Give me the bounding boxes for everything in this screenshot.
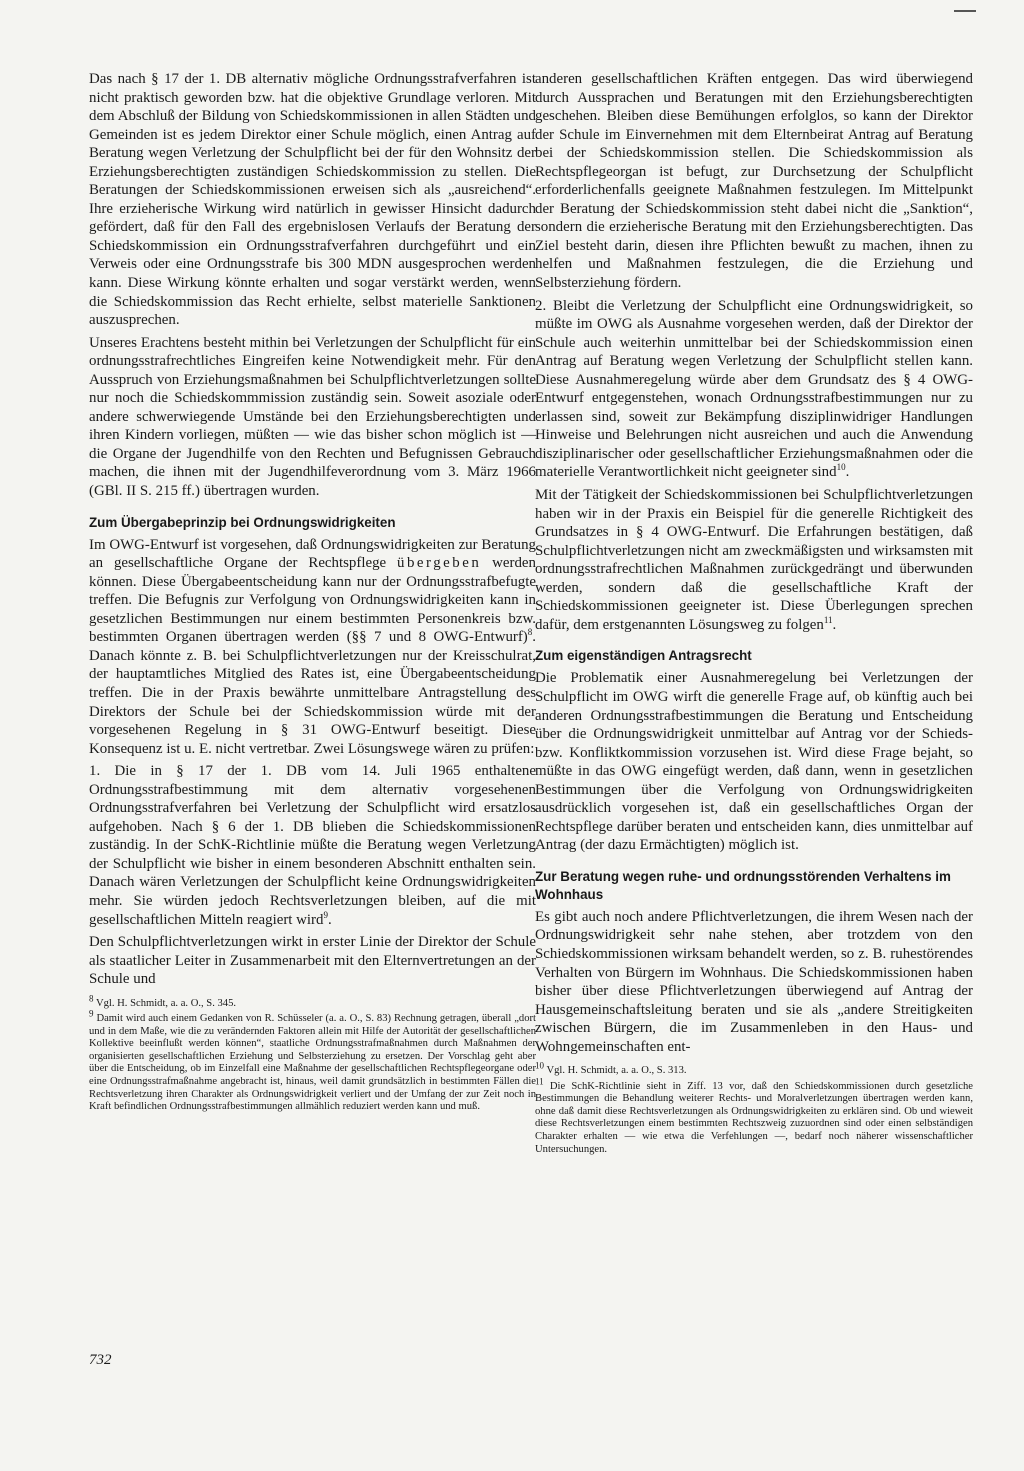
footnote [535,1060,973,1078]
text-run: . Danach könnte z. B. bei Schulpflichtverletzungen nur der Kreisschulrat, der hauptamtliches Mitglied des Rates ist, eine Übergabeentscheidung treffen. Die in der Praxis bewährte unmittelbare Antragstellung des Direktors der Schule bei der Schiedskommission würde mit der vorgesehenen Regelung in § 31 OWG-Entwurf beseitigt. Diese Konsequenz ist u. E. nicht vertretbar. Zwei Lösungswege wären zu prüfen: [89,629,536,757]
left-column [89,70,536,1117]
text-run: werden können. Diese Übergabeentscheidung kann nur der Ordnungsstrafbefugte treffen. Die Befugnis zur Verfolgung von Ordnungswidrigkeiten kann in gesetzlichen Bestimmungen nur einem bestimmten Personenkreis bzw. bestimmten Organen übertragen werden (§§ 7 und 8 OWG-Entwurf) [89,555,536,646]
page-number: 732 [89,1352,112,1368]
paragraph [89,536,536,759]
paragraph [535,297,973,482]
text-run: . [832,616,837,633]
text-run: 2. Bleibt die Verletzung der Schulpflicht eine Ordnungswidrigkeit, so müßte im OWG als Ausnahme vorgesehen werden, daß der Direktor der Schule auch weiterhin unmittelbar bei der Schiedskommission einen Antrag auf Beratung wegen Verletzung der Schulpflicht stellen kann. Diese Ausnahmeregelung würde aber dem Grundsatz des § 4 OWG-Entwurf entgegenstehen, wonach Ordnungsstrafbestimmungen nur zu erlassen sind, soweit zur Bekämpfung disziplinwidriger Handlungen Hinweise und Belehrungen nicht ausreichen und auch die Anwendung disziplinarischer oder gesellschaftlicher Erziehungsmaßnahmen oder die materielle Verantwortlichkeit nicht geeigneter sind [535,297,973,481]
footnote-number: 8 [89,993,94,1004]
footnote-ref: 8 [527,627,533,638]
paragraph: Unseres Erachtens besteht mithin bei Verletzungen der Schulpflicht für ein ordnungsstrafrechtliches Eingreifen keine Notwendigkeit mehr. Für den Ausspruch von Erziehungsmaßnahmen bei Schulpflichtverletzungen sollte nur noch die Schiedskommmission zuständig sein. Soweit asoziale oder andere schwerwiegende Umstände bei den Erziehungsberechtigten und ihren Kindern vorliegen, müßten — wie das bisher schon möglich ist — die Organe der Jugendhilfe von den Rechten und Befugnissen Gebrauch machen, die ihnen mit der Jugendhilfeverordnung vom 3. März 1966 (GBl. II S. 215 ff.) übertragen wurden. [89,334,536,500]
footnote-number: 10 [535,1060,544,1071]
footnotes [535,1060,973,1156]
footnote-number: 11 [535,1076,544,1087]
text-run: 1. Die in § 17 der 1. DB vom 14. Juli 1965 enthaltene Ordnungsstrafbestimmung mit dem alternativ vorgesehenen Ordnungsstrafverfahren bei Verletzung der Schulpflicht wird ersatzlos aufgehoben. Nach § 6 der 1. DB blieben die Schiedskommissionen zuständig. In der SchK-Richtlinie müßte die Beratung wegen Verletzung der Schulpflicht wie bisher in einem besonderen Abschnitt enthalten sein. Danach wären Verletzungen der Schulpflicht keine Ordnungswidrigkeiten mehr. Sie würden jedoch Rechtsverletzungen bleiben, auf die mit gesellschaftlichen Mitteln reagiert wird [89,763,536,928]
footnote-text: Die SchK-Richtlinie sieht in Ziff. 13 vor, daß den Schiedskommissionen durch gesetzliche Bestimmungen die Behandlung weiterer Rechts- und Moralverletzungen übertragen werden kann, ohne daß damit diese Rechtsverletzungen als Ordnungswidrigkeiten zu erklären sind. Ob und wieweit diese Rechtsverletzungen einem bestimmten Rechtszweig zuzuordnen sind oder einen selbständigen Charakter erhalten — wie etwa die Verfehlungen —, bedarf noch näherer wissenschaftlicher Untersuchungen. [535,1080,973,1155]
section-heading: Zum eigenständigen Antragsrecht [535,648,752,664]
paragraph: Den Schulpflichtverletzungen wirkt in erster Linie der Direktor der Schule als staatlicher Leiter in Zusammenarbeit mit den Elternvertretungen an der Schule und [89,934,536,988]
paragraph [89,762,536,929]
footnote-number: 9 [89,1008,94,1019]
text-run: . [327,911,332,928]
footnote [89,993,536,1011]
paragraph: Das nach § 17 der 1. DB alternativ mögliche Ordnungsstrafverfahren ist nicht praktisch geworden bzw. hat die objektive Grundlage verloren. Mit dem Abschluß der Bildung von Schiedskommissionen in allen Städten und Gemeinden ist es jedem Direktor einer Schule möglich, einen Antrag auf Beratung wegen Verletzung der Schulpflicht bei der für den Wohnsitz der Erziehungsberechtigten zuständigen Schiedskommission zu stellen. Die Beratungen der Schiedskommissionen erweisen sich als „ausreichend“. Ihre erzieherische Wirkung wird natürlich in gewisser Hinsicht dadurch gefördert, daß für den Fall des ergebnislosen Verlaufs der Beratung der Schiedskommission ein Ordnungsstrafverfahren durchgeführt und ein Verweis oder eine Ordnungsstrafe bis 300 MDN ausgesprochen werden kann. Diese Wirkung könnte erhalten und sogar verstärkt werden, wenn die Schiedskommission das Recht erhielte, selbst materielle Sanktionen auszusprechen. [89,71,536,329]
footnote-text: Damit wird auch einem Gedanken von R. Schüsseler (a. a. O., S. 83) Rechnung getragen, überall „dort und in dem Maße, wie die zu verändernden Faktoren allein mit Hilfe der Autorität der gesellschaftlichen Kollektive beeinflußt werden können“, staatliche Ordnungsstrafmaßnahmen durch Maßnahmen der organisierten gesellschaftlichen Erziehung und Selbsterziehung zu ersetzen. Der Vorschlag geht aber über die Entscheidung, ob im Einzelfall eine Maßnahme der gesellschaftlichen Rechtspflegeorgane oder eine Ordnungsstrafmaßnahme angebracht ist, hinaus, weil damit grundsätzlich in bestimmten Fällen die Rechtsverletzung ihren Charakter als Ordnungswidrigkeit verliert und der Umfang der zur Zeit noch in Kraft befindlichen Ordnungsstrafbestimmungen allmählich reduziert werden kann und muß. [89,1013,536,1113]
footnote-ref: 10 [836,462,846,473]
spaced-word: übergeben [397,555,482,572]
section-heading: Zum Übergabeprinzip bei Ordnungswidrigkeiten [89,514,396,530]
footnote-ref: 11 [823,614,833,625]
text-run: Im OWG-Entwurf ist vorgesehen, daß Ordnungswidrigkeiten zur Beratung an gesellschaftliche Organe der Rechtspflege [89,536,536,572]
paragraph [535,486,973,634]
footnotes [89,993,536,1114]
right-column [535,70,973,1159]
footnote [535,1076,973,1156]
footnote-ref: 9 [323,909,328,920]
section-heading: Zur Beratung wegen ruhe- und ordnungsstörenden Verhaltens im Wohnhaus [535,868,951,902]
paragraph: Es gibt auch noch andere Pflichtverletzungen, die ihrem Wesen nach der Ordnungswidrigkeit sehr nahe stehen, aber trotzdem von den Schiedskommissionen wirksam behandelt werden, so z. B. ruhestörendes Verhalten von Bürgern im Wohnhaus. Die Schiedskommissionen haben bisher über diese Pflichtverletzungen überwiegend auf Antrag der Hausgemeinschaftsleitung beraten und sie als „andere Streitigkeiten zwischen Bürgern, die im Zusammenleben in den Haus- und Wohngemeinschaften ent- [535,908,973,1055]
paragraph: anderen gesellschaftlichen Kräften entgegen. Das wird überwiegend durch Aussprachen und Beratungen mit den Erziehungsberechtigten geschehen. Bleiben diese Bemühungen erfolglos, so kann der Direktor der Schule im Einvernehmen mit dem Elternbeirat Antrag auf Beratung bei der Schiedskommission stellen. Die Schiedskommission als Rechtspflegeorgan ist befugt, zur Durchsetzung der Schulpflicht erforderlichenfalls geeignete Maßnahmen festzulegen. Im Mittelpunkt der Beratung der Schiedskommission steht dabei nicht die „Sanktion“, sondern die erzieherische Beratung mit den Erziehungsberechtigten. Das Ziel besteht darin, diesen ihre Pflichten bewußt zu machen, ihnen zu helfen und Maßnahmen festzulegen, die die Erziehung und Selbsterziehung fördern. [535,71,973,292]
footnote [89,1008,536,1113]
corner-mark [954,10,976,12]
footnote-text: Vgl. H. Schmidt, a. a. O., S. 313. [546,1065,687,1077]
text-run: . [845,464,850,481]
paragraph: Die Problematik einer Ausnahmeregelung bei Verletzungen der Schulpflicht im OWG wirft die generelle Frage auf, ob künftig auch bei anderen Ordnungsstrafbestimmungen die Beratung und Entscheidung über die Ordnungswidrigkeit unmittelbar auf Antrag vor der Schieds- bzw. Konfliktkommission vorzusehen ist. Wird diese Frage bejaht, so müßte in das OWG eingefügt werden, daß dann, wenn in gesetzlichen Bestimmungen über die Verfolgung von Ordnungswidrigkeiten ausdrücklich vorgesehen ist, daß ein gesellschaftliches Organ der Rechtspflege darüber beraten und entscheiden kann, dies unmittelbar auf Antrag (der dazu Ermächtigten) möglich ist. [535,670,973,854]
text-run: Mit der Tätigkeit der Schiedskommissionen bei Schulpflichtverletzungen haben wir in der Praxis ein Beispiel für die generelle Richtigkeit des Grundsatzes in § 4 OWG-Entwurf. Die Erfahrungen bestätigen, daß Schulpflichtverletzungen nicht am zweckmäßigsten und wirksamsten mit ordnungsstrafrechtlichen Maßnahmen zurückgedrängt und überwunden werden, sondern daß die gesellschaftliche Kraft der Schiedskommissionen geeigneter ist. Diese Überlegungen sprechen dafür, dem erstgenannten Lösungsweg zu folgen [535,487,973,633]
footnote-text: Vgl. H. Schmidt, a. a. O., S. 345. [95,997,237,1009]
